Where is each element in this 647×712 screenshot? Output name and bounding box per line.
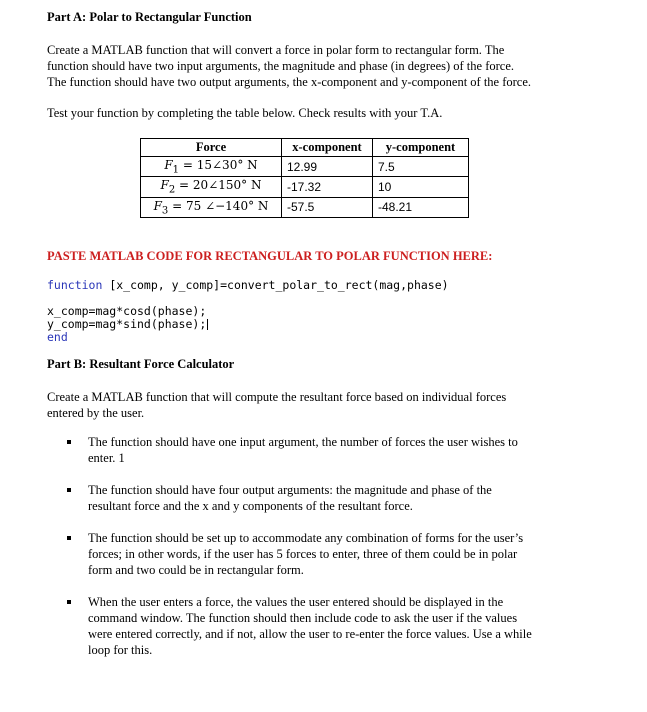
part-a-heading: Part A: Polar to Rectangular Function — [47, 10, 252, 24]
part-b-heading: Part B: Resultant Force Calculator — [47, 357, 235, 371]
requirements-list — [67, 434, 582, 674]
part-a-intro — [47, 42, 607, 90]
list-item: The function should have one input argument, the number of forces the user wishes to enter. 1 — [67, 434, 582, 466]
x-component-cell: -17.32 — [282, 177, 373, 197]
header-force: Force — [141, 139, 282, 157]
intro-line: function should have two input arguments, the magnitude and phase (in degrees) of the force. — [47, 59, 514, 73]
x-component-cell: -57.5 — [282, 197, 373, 217]
code-keyword-function: function — [47, 278, 103, 292]
y-component-cell: 7.5 — [373, 157, 469, 177]
code-signature: [x_comp, y_comp]=convert_polar_to_rect(mag,phase) — [102, 278, 449, 292]
code-line[interactable]: x_comp=mag*cosd(phase); — [47, 304, 207, 318]
code-keyword-end: end — [47, 330, 68, 344]
test-instruction: Test your function by completing the table below. Check results with your T.A. — [47, 106, 443, 120]
bullet-icon — [67, 536, 71, 540]
y-component-cell: -48.21 — [373, 197, 469, 217]
list-item: The function should be set up to accommodate any combination of forms for the user’s forces; in other words, if the user has 5 forces to enter, three of them could be in polar form and two could be in rectangular form. — [67, 530, 582, 578]
bullet-icon — [67, 440, 71, 444]
paste-code-heading: PASTE MATLAB CODE FOR RECTANGULAR TO POLAR FUNCTION HERE: — [47, 249, 493, 263]
table-header-row — [141, 139, 469, 157]
text-cursor — [207, 319, 208, 330]
intro-line: The function should have two output arguments, the x-component and y-component of the force. — [47, 75, 532, 89]
table-row — [141, 177, 469, 197]
intro-line: Create a MATLAB function that will convert a force in polar form to rectangular form. The — [47, 43, 505, 57]
force-cell: $F_3 = 75$ ∠−140° N — [141, 197, 282, 217]
bullet-icon — [67, 600, 71, 604]
header-y-component: y-component — [373, 139, 469, 157]
table-row — [141, 157, 469, 177]
force-table — [140, 138, 469, 218]
list-item: When the user enters a force, the values the user entered should be displayed in the command window. The function should then include code to ask the user if the values were entered correctly, and if not, allow the user to re-enter the force values. Use a while loop for this. — [67, 594, 582, 658]
list-item: The function should have four output arguments: the magnitude and phase of the resultant force and the x and y components of the resultant force. — [67, 482, 582, 514]
part-b-intro — [47, 389, 607, 421]
x-component-cell: 12.99 — [282, 157, 373, 177]
force-cell: $F_2$ = 20∠150° N — [141, 177, 282, 197]
intro-line: entered by the user. — [47, 406, 145, 420]
bullet-icon — [67, 488, 71, 492]
force-cell: $F_1$ = 15∠30° N — [141, 157, 282, 177]
code-block[interactable] — [47, 279, 449, 292]
y-component-cell: 10 — [373, 177, 469, 197]
intro-line: Create a MATLAB function that will compute the resultant force based on individual forces — [47, 390, 507, 404]
table-row — [141, 197, 469, 217]
header-x-component: x-component — [282, 139, 373, 157]
code-line[interactable]: y_comp=mag*sind(phase); — [47, 317, 207, 331]
